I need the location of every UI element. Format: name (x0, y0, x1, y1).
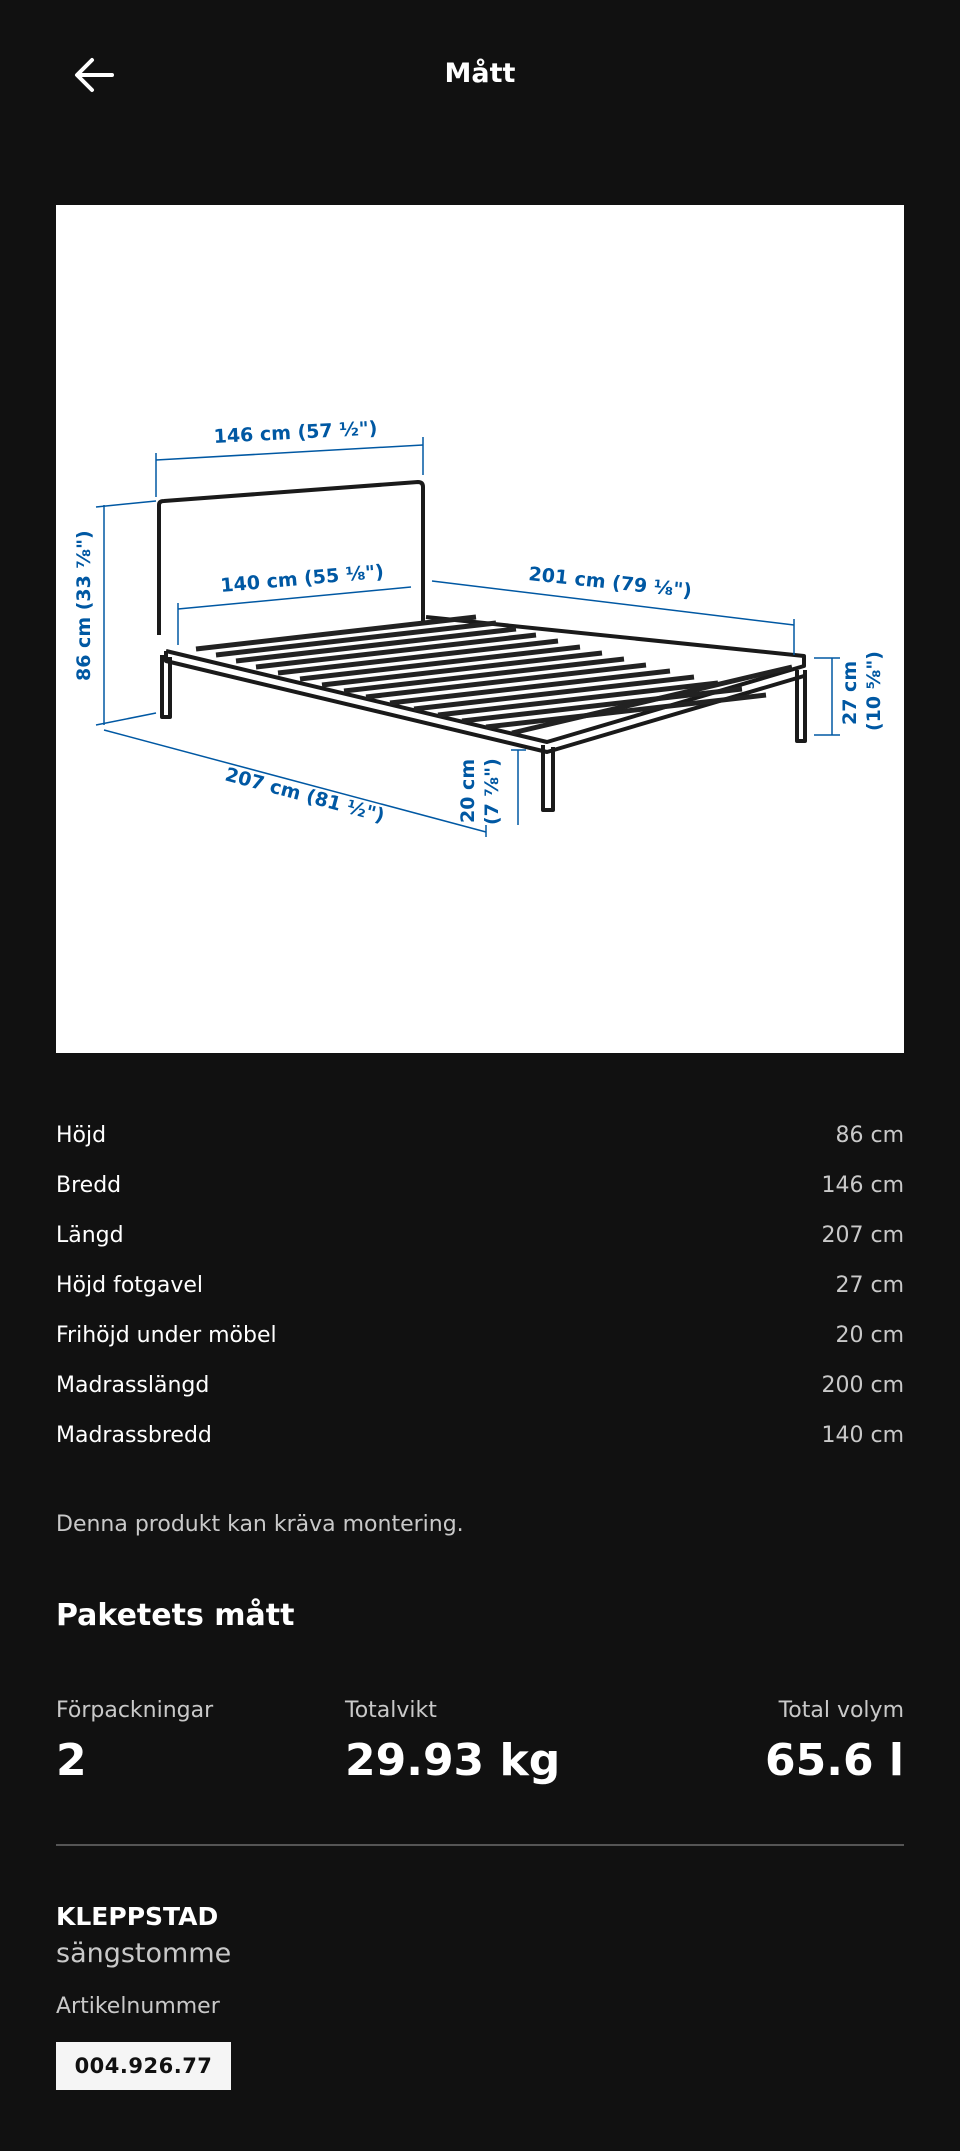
dimension-row-height (56, 1110, 904, 1160)
top-bar (0, 0, 960, 150)
dimension-row-mattress-length (56, 1360, 904, 1410)
total-weight (345, 1695, 560, 1791)
dimension-value: 20 cm (835, 1322, 904, 1348)
dimension-label: Frihöjd under möbel (56, 1322, 277, 1348)
width-label: 146 cm (57 ½") (213, 417, 378, 448)
dimension-value: 140 cm (821, 1422, 904, 1448)
page-title: Mått (444, 58, 516, 89)
dimensions-list (56, 1110, 904, 1460)
dimension-label: Höjd (56, 1122, 107, 1148)
footboard-in-label: (10 ⅝") (863, 651, 885, 731)
dimension-label: Längd (56, 1222, 124, 1248)
volume-label: Total volym (778, 1698, 904, 1723)
volume-value: 65.6 l (765, 1735, 904, 1786)
inner-length-label: 201 cm (79 ⅛") (527, 563, 693, 603)
dimension-value: 207 cm (821, 1222, 904, 1248)
dimension-row-clearance (56, 1310, 904, 1360)
dimension-label: Madrasslängd (56, 1372, 210, 1398)
footboard-cm-label: 27 cm (839, 660, 861, 725)
dimension-value: 146 cm (821, 1172, 904, 1198)
dimension-diagram (56, 205, 904, 1053)
length-label: 207 cm (81 ½") (222, 763, 387, 828)
product-name: KLEPPSTAD (56, 1902, 219, 1931)
slats (196, 617, 792, 733)
article-number-badge: 004.926.77 (56, 2042, 231, 2090)
weight-value: 29.93 kg (345, 1735, 561, 1786)
dimension-row-footboard-height (56, 1260, 904, 1310)
product-type: sängstomme (56, 1938, 232, 1969)
dimension-row-mattress-width (56, 1410, 904, 1460)
article-number-label: Artikelnummer (56, 1994, 220, 2019)
height-label: 86 cm (33 ⅞") (73, 530, 95, 681)
package-section-title: Paketets mått (56, 1598, 295, 1633)
dimension-value: 200 cm (821, 1372, 904, 1398)
packages-label: Förpackningar (56, 1698, 214, 1723)
dimension-value: 86 cm (835, 1122, 904, 1148)
assembly-note: Denna produkt kan kräva montering. (56, 1512, 464, 1537)
packages-value: 2 (56, 1735, 87, 1786)
inner-width-label: 140 cm (55 ⅛") (219, 560, 385, 597)
dimension-value: 27 cm (835, 1272, 904, 1298)
packages-count (56, 1695, 213, 1791)
dimension-label: Bredd (56, 1172, 122, 1198)
weight-label: Totalvikt (345, 1698, 437, 1723)
dimension-row-length (56, 1210, 904, 1260)
clearance-cm-label: 20 cm (457, 758, 479, 823)
dimension-row-width (56, 1160, 904, 1210)
clearance-in-label: (7 ⅞") (481, 758, 503, 825)
dimension-label: Madrassbredd (56, 1422, 212, 1448)
dimension-label: Höjd fotgavel (56, 1272, 204, 1298)
total-volume (765, 1695, 904, 1791)
section-divider (56, 1844, 904, 1846)
